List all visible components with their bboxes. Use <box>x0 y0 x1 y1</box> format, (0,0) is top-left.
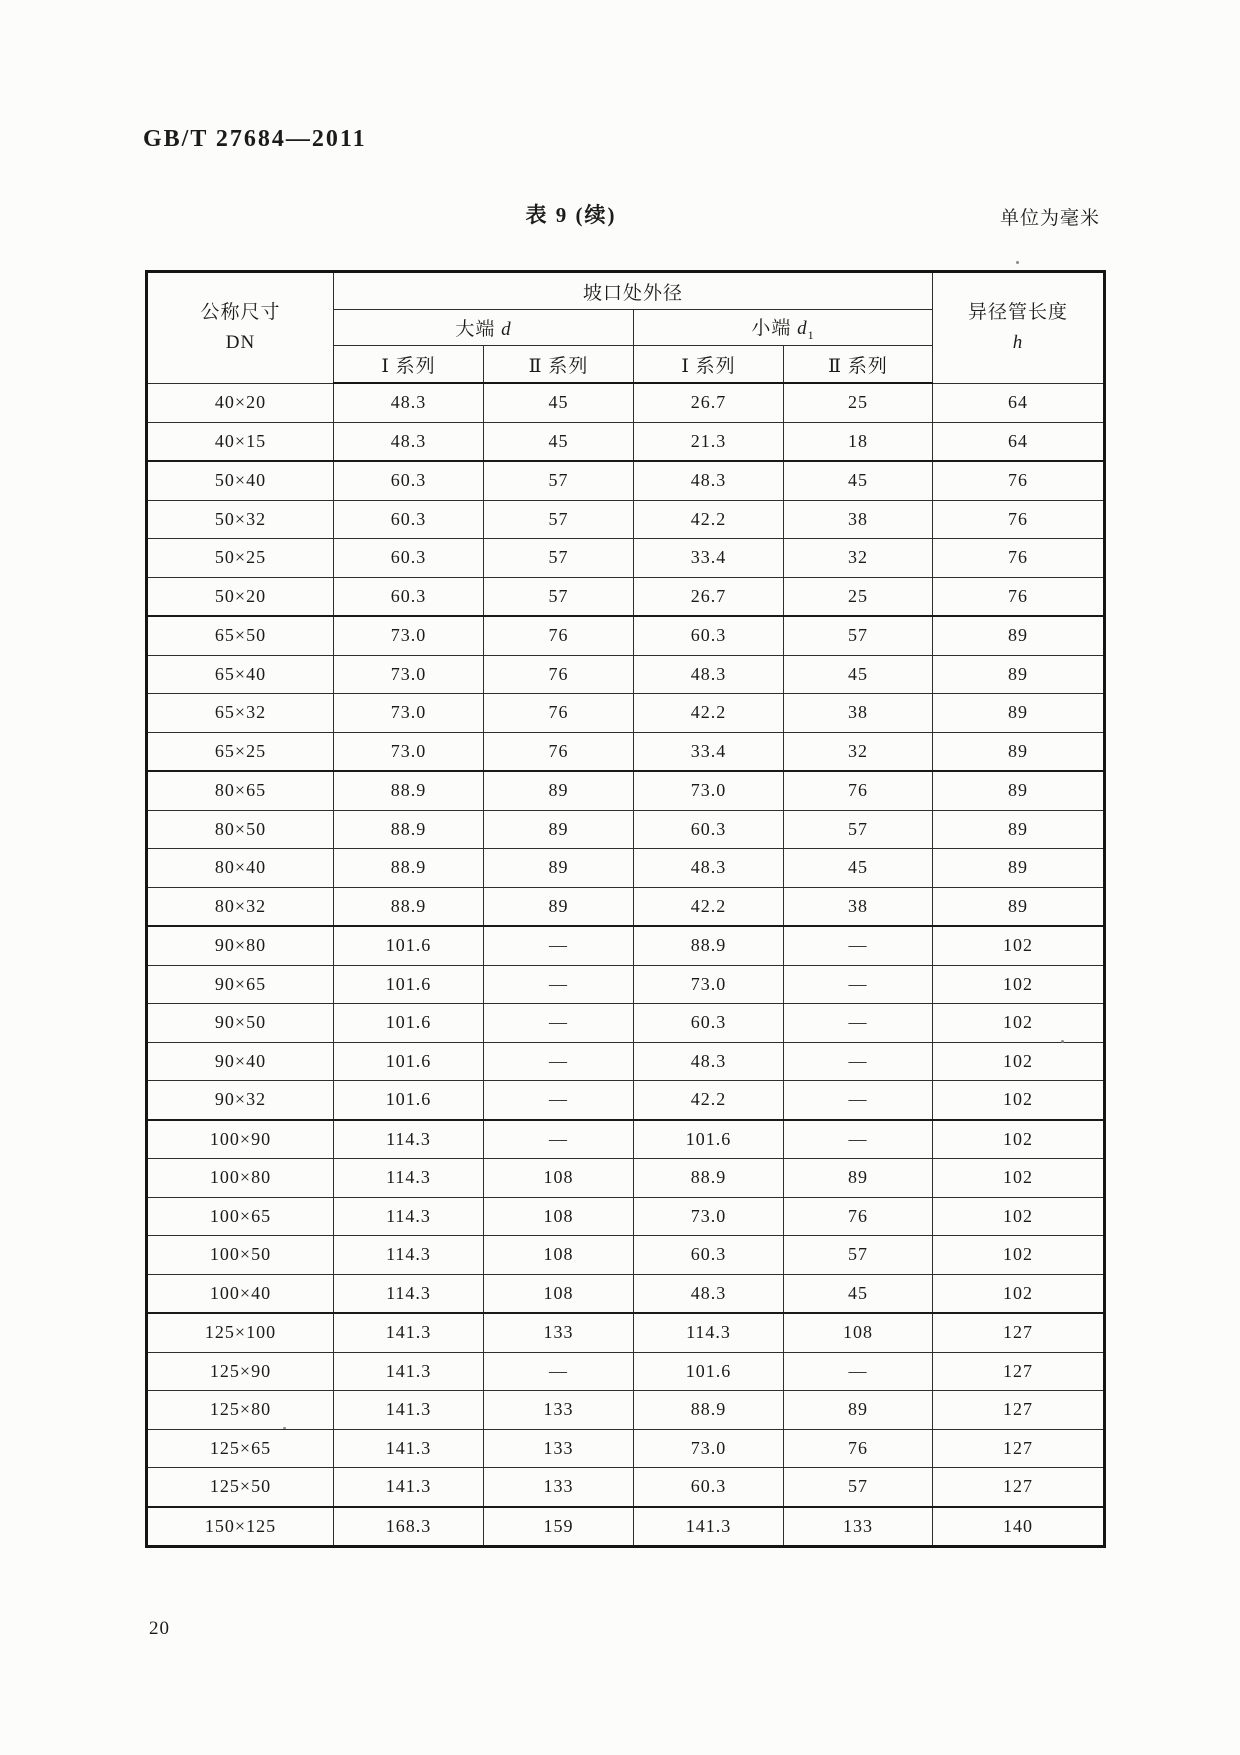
cell-reducer-length: 102 <box>933 1004 1105 1043</box>
cell-big-end-series-1: 114.3 <box>334 1197 484 1236</box>
cell-small-end-series-1: 26.7 <box>634 383 784 422</box>
unit-note: 单位为毫米 <box>999 208 1100 229</box>
cell-big-end-series-2: 159 <box>484 1507 634 1547</box>
cell-small-end-series-2: 18 <box>784 422 933 461</box>
cell-big-end-series-1: 60.3 <box>334 577 484 616</box>
cell-nominal-size: 65×40 <box>147 655 334 694</box>
cell-big-end-series-2: — <box>484 965 634 1004</box>
cell-big-end-series-2: 57 <box>484 500 634 539</box>
table-row <box>147 1159 1105 1198</box>
cell-small-end-series-2: 108 <box>784 1313 933 1352</box>
table-row <box>147 539 1105 578</box>
table-row <box>147 1004 1105 1043</box>
table-row <box>147 810 1105 849</box>
cell-small-end-series-2: 32 <box>784 539 933 578</box>
cell-small-end-series-1: 73.0 <box>634 771 784 810</box>
cell-big-end-series-2: 76 <box>484 732 634 771</box>
cell-big-end-series-1: 88.9 <box>334 810 484 849</box>
cell-reducer-length: 127 <box>933 1468 1105 1507</box>
header-small-end <box>634 310 933 346</box>
cell-small-end-series-2: 32 <box>784 732 933 771</box>
cell-reducer-length: 89 <box>933 616 1105 655</box>
cell-big-end-series-2: 57 <box>484 577 634 616</box>
cell-small-end-series-1: 73.0 <box>634 1197 784 1236</box>
cell-small-end-series-1: 42.2 <box>634 500 784 539</box>
cell-small-end-series-1: 48.3 <box>634 461 784 500</box>
cell-reducer-length: 64 <box>933 383 1105 422</box>
table-row <box>147 577 1105 616</box>
cell-small-end-series-2: — <box>784 1120 933 1159</box>
table-row <box>147 461 1105 500</box>
table-row <box>147 887 1105 926</box>
cell-nominal-size: 50×32 <box>147 500 334 539</box>
cell-reducer-length: 76 <box>933 577 1105 616</box>
header-big-end-label: 大端 <box>455 319 496 340</box>
cell-big-end-series-2: — <box>484 1004 634 1043</box>
table-row <box>147 1197 1105 1236</box>
cell-nominal-size: 50×20 <box>147 577 334 616</box>
table-row <box>147 965 1105 1004</box>
cell-nominal-size: 125×90 <box>147 1352 334 1391</box>
cell-big-end-series-1: 73.0 <box>334 616 484 655</box>
cell-small-end-series-2: 38 <box>784 887 933 926</box>
cell-small-end-series-2: — <box>784 926 933 965</box>
cell-big-end-series-1: 60.3 <box>334 500 484 539</box>
cell-big-end-series-2: 133 <box>484 1468 634 1507</box>
cell-small-end-series-1: 42.2 <box>634 1081 784 1120</box>
standard-number: GB/T 27684—2011 <box>143 126 367 152</box>
cell-small-end-series-2: 45 <box>784 1274 933 1313</box>
cell-nominal-size: 125×80 <box>147 1391 334 1430</box>
cell-small-end-series-1: 48.3 <box>634 849 784 888</box>
table-row <box>147 1352 1105 1391</box>
cell-nominal-size: 100×80 <box>147 1159 334 1198</box>
cell-big-end-series-1: 73.0 <box>334 694 484 733</box>
cell-big-end-series-1: 101.6 <box>334 965 484 1004</box>
cell-big-end-series-1: 141.3 <box>334 1352 484 1391</box>
cell-big-end-series-1: 101.6 <box>334 1081 484 1120</box>
cell-small-end-series-2: 57 <box>784 1468 933 1507</box>
cell-nominal-size: 65×32 <box>147 694 334 733</box>
cell-nominal-size: 90×32 <box>147 1081 334 1120</box>
cell-big-end-series-1: 114.3 <box>334 1120 484 1159</box>
cell-nominal-size: 80×40 <box>147 849 334 888</box>
header-small-end-symbol: $d_1$ <box>797 317 815 342</box>
table-row <box>147 383 1105 422</box>
cell-big-end-series-1: 73.0 <box>334 655 484 694</box>
cell-reducer-length: 102 <box>933 1197 1105 1236</box>
header-nominal-size-code: DN <box>225 331 256 353</box>
cell-big-end-series-2: 76 <box>484 616 634 655</box>
reducer-dimensions-table <box>145 270 1106 1548</box>
cell-nominal-size: 80×50 <box>147 810 334 849</box>
cell-small-end-series-2: 57 <box>784 616 933 655</box>
cell-small-end-series-2: 57 <box>784 1236 933 1275</box>
cell-big-end-series-1: 48.3 <box>334 383 484 422</box>
cell-big-end-series-2: 89 <box>484 887 634 926</box>
cell-reducer-length: 89 <box>933 849 1105 888</box>
cell-big-end-series-2: — <box>484 926 634 965</box>
cell-small-end-series-1: 26.7 <box>634 577 784 616</box>
scan-speck <box>1061 1040 1064 1043</box>
cell-reducer-length: 89 <box>933 887 1105 926</box>
cell-small-end-series-1: 88.9 <box>634 926 784 965</box>
cell-nominal-size: 50×25 <box>147 539 334 578</box>
cell-small-end-series-2: 25 <box>784 577 933 616</box>
cell-nominal-size: 125×50 <box>147 1468 334 1507</box>
cell-big-end-series-2: 89 <box>484 849 634 888</box>
header-big-end-series-2: Ⅱ 系列 <box>484 346 634 384</box>
header-big-end-symbol: d <box>501 319 512 340</box>
cell-big-end-series-1: 48.3 <box>334 422 484 461</box>
header-nominal-size <box>147 272 334 384</box>
page-number: 20 <box>149 1618 170 1639</box>
cell-small-end-series-1: 42.2 <box>634 887 784 926</box>
cell-reducer-length: 127 <box>933 1313 1105 1352</box>
cell-nominal-size: 125×65 <box>147 1429 334 1468</box>
scan-speck <box>1016 261 1019 264</box>
cell-big-end-series-2: 45 <box>484 422 634 461</box>
cell-big-end-series-2: 57 <box>484 461 634 500</box>
table-row <box>147 1391 1105 1430</box>
cell-small-end-series-2: — <box>784 1004 933 1043</box>
cell-nominal-size: 100×50 <box>147 1236 334 1275</box>
header-small-end-series-2: Ⅱ 系列 <box>784 346 933 384</box>
cell-small-end-series-1: 88.9 <box>634 1391 784 1430</box>
cell-big-end-series-2: 76 <box>484 655 634 694</box>
table-row <box>147 1429 1105 1468</box>
cell-big-end-series-1: 88.9 <box>334 849 484 888</box>
cell-nominal-size: 90×65 <box>147 965 334 1004</box>
cell-big-end-series-2: 89 <box>484 771 634 810</box>
cell-big-end-series-1: 60.3 <box>334 461 484 500</box>
table-row <box>147 849 1105 888</box>
header-reducer-length <box>933 272 1105 384</box>
cell-small-end-series-1: 73.0 <box>634 1429 784 1468</box>
header-groove-outer-diameter: 坡口处外径 <box>334 272 933 310</box>
cell-reducer-length: 140 <box>933 1507 1105 1547</box>
table-row <box>147 1042 1105 1081</box>
table-row <box>147 1468 1105 1507</box>
header-reducer-length-symbol: h <box>1012 331 1024 353</box>
cell-reducer-length: 64 <box>933 422 1105 461</box>
cell-big-end-series-1: 141.3 <box>334 1429 484 1468</box>
cell-small-end-series-1: 33.4 <box>634 539 784 578</box>
cell-big-end-series-2: — <box>484 1352 634 1391</box>
cell-small-end-series-2: 76 <box>784 771 933 810</box>
cell-nominal-size: 65×50 <box>147 616 334 655</box>
cell-reducer-length: 102 <box>933 1274 1105 1313</box>
table-header <box>147 272 1105 384</box>
cell-big-end-series-2: 45 <box>484 383 634 422</box>
cell-nominal-size: 100×90 <box>147 1120 334 1159</box>
cell-small-end-series-1: 60.3 <box>634 616 784 655</box>
cell-small-end-series-1: 21.3 <box>634 422 784 461</box>
table-row <box>147 1313 1105 1352</box>
cell-reducer-length: 102 <box>933 1042 1105 1081</box>
cell-small-end-series-2: 133 <box>784 1507 933 1547</box>
cell-nominal-size: 90×40 <box>147 1042 334 1081</box>
cell-small-end-series-1: 48.3 <box>634 1042 784 1081</box>
cell-big-end-series-1: 101.6 <box>334 1004 484 1043</box>
table-row <box>147 1120 1105 1159</box>
cell-small-end-series-1: 73.0 <box>634 965 784 1004</box>
cell-big-end-series-2: 89 <box>484 810 634 849</box>
cell-big-end-series-2: 133 <box>484 1313 634 1352</box>
cell-reducer-length: 102 <box>933 1081 1105 1120</box>
table-row <box>147 1274 1105 1313</box>
cell-big-end-series-2: — <box>484 1042 634 1081</box>
header-small-end-series-1: Ⅰ 系列 <box>634 346 784 384</box>
cell-nominal-size: 50×40 <box>147 461 334 500</box>
cell-small-end-series-1: 60.3 <box>634 1468 784 1507</box>
cell-reducer-length: 102 <box>933 965 1105 1004</box>
cell-nominal-size: 80×65 <box>147 771 334 810</box>
cell-big-end-series-2: 108 <box>484 1236 634 1275</box>
cell-small-end-series-2: 76 <box>784 1429 933 1468</box>
table-row <box>147 926 1105 965</box>
cell-small-end-series-2: 25 <box>784 383 933 422</box>
header-big-end-series-1: Ⅰ 系列 <box>334 346 484 384</box>
cell-nominal-size: 90×80 <box>147 926 334 965</box>
cell-nominal-size: 40×15 <box>147 422 334 461</box>
cell-big-end-series-1: 114.3 <box>334 1159 484 1198</box>
cell-small-end-series-1: 60.3 <box>634 1004 784 1043</box>
table-row <box>147 732 1105 771</box>
cell-big-end-series-1: 88.9 <box>334 771 484 810</box>
cell-reducer-length: 89 <box>933 655 1105 694</box>
cell-nominal-size: 100×65 <box>147 1197 334 1236</box>
cell-small-end-series-1: 141.3 <box>634 1507 784 1547</box>
cell-big-end-series-2: 108 <box>484 1159 634 1198</box>
cell-nominal-size: 125×100 <box>147 1313 334 1352</box>
table-row <box>147 1081 1105 1120</box>
cell-small-end-series-2: 45 <box>784 655 933 694</box>
cell-reducer-length: 89 <box>933 694 1105 733</box>
table-row <box>147 771 1105 810</box>
header-big-end <box>334 310 634 346</box>
cell-small-end-series-1: 88.9 <box>634 1159 784 1198</box>
cell-small-end-series-1: 42.2 <box>634 694 784 733</box>
table-row <box>147 616 1105 655</box>
cell-small-end-series-1: 101.6 <box>634 1120 784 1159</box>
cell-big-end-series-2: 57 <box>484 539 634 578</box>
cell-big-end-series-2: 133 <box>484 1391 634 1430</box>
cell-big-end-series-2: — <box>484 1120 634 1159</box>
table-row <box>147 500 1105 539</box>
header-nominal-size-label: 公称尺寸 <box>200 302 281 324</box>
cell-reducer-length: 76 <box>933 539 1105 578</box>
cell-reducer-length: 76 <box>933 461 1105 500</box>
table-row <box>147 1507 1105 1547</box>
cell-big-end-series-1: 141.3 <box>334 1391 484 1430</box>
cell-small-end-series-1: 60.3 <box>634 810 784 849</box>
cell-big-end-series-1: 141.3 <box>334 1468 484 1507</box>
cell-reducer-length: 76 <box>933 500 1105 539</box>
table-row <box>147 1236 1105 1275</box>
header-small-end-subscript: 1 <box>807 327 815 342</box>
table-row <box>147 694 1105 733</box>
table-body <box>147 383 1105 1547</box>
cell-nominal-size: 100×40 <box>147 1274 334 1313</box>
cell-big-end-series-2: 76 <box>484 694 634 733</box>
cell-nominal-size: 90×50 <box>147 1004 334 1043</box>
cell-small-end-series-2: 38 <box>784 500 933 539</box>
cell-small-end-series-2: 45 <box>784 461 933 500</box>
header-small-end-label: 小端 <box>751 317 792 339</box>
cell-nominal-size: 65×25 <box>147 732 334 771</box>
cell-big-end-series-2: 108 <box>484 1197 634 1236</box>
cell-reducer-length: 102 <box>933 1159 1105 1198</box>
cell-nominal-size: 80×32 <box>147 887 334 926</box>
cell-nominal-size: 150×125 <box>147 1507 334 1547</box>
cell-small-end-series-2: — <box>784 1352 933 1391</box>
cell-reducer-length: 89 <box>933 771 1105 810</box>
cell-small-end-series-1: 101.6 <box>634 1352 784 1391</box>
header-reducer-length-label: 异径管长度 <box>968 302 1069 324</box>
cell-small-end-series-2: 57 <box>784 810 933 849</box>
cell-reducer-length: 102 <box>933 926 1105 965</box>
cell-small-end-series-2: — <box>784 965 933 1004</box>
cell-small-end-series-1: 33.4 <box>634 732 784 771</box>
cell-big-end-series-1: 101.6 <box>334 1042 484 1081</box>
cell-small-end-series-2: 76 <box>784 1197 933 1236</box>
cell-big-end-series-1: 114.3 <box>334 1236 484 1275</box>
cell-reducer-length: 89 <box>933 732 1105 771</box>
cell-reducer-length: 89 <box>933 810 1105 849</box>
cell-big-end-series-2: 133 <box>484 1429 634 1468</box>
cell-big-end-series-1: 168.3 <box>334 1507 484 1547</box>
cell-big-end-series-1: 101.6 <box>334 926 484 965</box>
cell-big-end-series-2: — <box>484 1081 634 1120</box>
cell-small-end-series-1: 48.3 <box>634 655 784 694</box>
cell-big-end-series-2: 108 <box>484 1274 634 1313</box>
cell-small-end-series-2: — <box>784 1042 933 1081</box>
cell-small-end-series-2: — <box>784 1081 933 1120</box>
cell-reducer-length: 102 <box>933 1120 1105 1159</box>
cell-small-end-series-2: 89 <box>784 1391 933 1430</box>
cell-big-end-series-1: 141.3 <box>334 1313 484 1352</box>
cell-reducer-length: 102 <box>933 1236 1105 1275</box>
cell-small-end-series-1: 114.3 <box>634 1313 784 1352</box>
cell-small-end-series-2: 45 <box>784 849 933 888</box>
scan-speck <box>283 1427 286 1429</box>
cell-small-end-series-2: 38 <box>784 694 933 733</box>
cell-small-end-series-2: 89 <box>784 1159 933 1198</box>
cell-big-end-series-1: 114.3 <box>334 1274 484 1313</box>
cell-big-end-series-1: 88.9 <box>334 887 484 926</box>
cell-reducer-length: 127 <box>933 1352 1105 1391</box>
cell-big-end-series-1: 60.3 <box>334 539 484 578</box>
cell-big-end-series-1: 73.0 <box>334 732 484 771</box>
cell-nominal-size: 40×20 <box>147 383 334 422</box>
cell-small-end-series-1: 60.3 <box>634 1236 784 1275</box>
table-title: 表 9 (续) <box>525 203 617 227</box>
cell-reducer-length: 127 <box>933 1391 1105 1430</box>
table-row <box>147 655 1105 694</box>
table-row <box>147 422 1105 461</box>
cell-small-end-series-1: 48.3 <box>634 1274 784 1313</box>
cell-reducer-length: 127 <box>933 1429 1105 1468</box>
